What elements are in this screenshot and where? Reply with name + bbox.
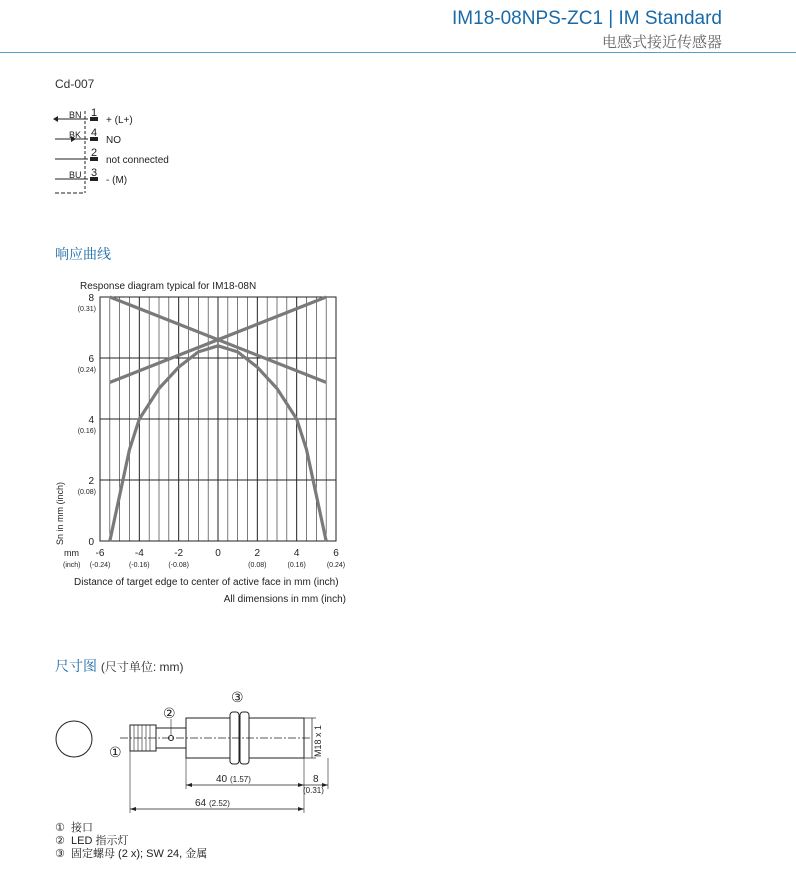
wire-function: NO (106, 135, 121, 146)
response-section-title: 响应曲线 (55, 246, 111, 262)
y-tick-label: 6 (88, 354, 94, 365)
y-axis-label: Sn in mm (inch) (55, 481, 65, 545)
wire-color-label: BN (69, 110, 82, 120)
dim-40-value: 40 (216, 774, 228, 785)
y-tick-label: 2 (88, 476, 94, 487)
dim-64-value: 64 (195, 798, 207, 809)
dimension-unit: (尺寸单位: mm) (100, 660, 184, 674)
legend-text: 接口 (71, 822, 93, 834)
dim-8-value: 8 (313, 774, 319, 785)
dimension-drawing (50, 685, 340, 820)
x-tick-label: 2 (254, 548, 261, 559)
wire-color-label: BU (69, 170, 82, 180)
callout-connector: ① (109, 744, 122, 760)
connection-diagram (50, 105, 190, 200)
x-tick-label: 0 (215, 548, 221, 559)
pin-number: 1 (91, 107, 98, 119)
x-unit-inch: (inch) (63, 562, 81, 569)
x-tick-inch-label: (-0.08) (168, 562, 189, 569)
legend-item (55, 845, 207, 861)
x-tick-label: 4 (293, 548, 300, 559)
dimensions-note: All dimensions in mm (inch) (223, 594, 346, 605)
x-tick-inch-label: (0.16) (287, 562, 306, 569)
legend-text: LED 指示灯 (71, 835, 129, 847)
legend-num: ② (55, 835, 65, 847)
wire-color-label: BK (69, 130, 82, 140)
thread-label: M18 x 1 (313, 724, 323, 757)
dimension-section-title (55, 656, 184, 676)
y-tick-label: 8 (88, 293, 94, 304)
x-tick-inch-label: (-0.16) (129, 562, 150, 569)
response-chart (50, 275, 360, 610)
legend-text: 固定螺母 (2 x); SW 24, 金属 (71, 848, 208, 860)
dimension-title-text: 尺寸图 (55, 658, 97, 674)
legend-num: ① (55, 822, 65, 834)
pin-number: 2 (91, 147, 98, 159)
y-tick-inch-label: (0.24) (77, 367, 96, 374)
document-title: IM18-08NPS-ZC1 | IM Standard (452, 8, 722, 29)
x-tick-label: -6 (95, 548, 105, 559)
dim-8-inch: (0.31) (303, 786, 324, 795)
x-tick-label: -2 (174, 548, 184, 559)
y-tick-label: 4 (88, 415, 94, 426)
x-tick-label: 6 (333, 548, 339, 559)
callout-led: ② (163, 705, 176, 721)
x-axis-label: Distance of target edge to center of active face in mm (inch) (74, 577, 339, 588)
document-subtitle: 电感式接近传感器 (601, 34, 722, 51)
sensor-front-view (56, 721, 92, 757)
x-tick-label: -4 (134, 548, 144, 559)
wire-bn-arrow (53, 116, 58, 122)
wire-function: - (M) (106, 175, 128, 186)
chart-grid (100, 297, 336, 541)
dim-64-inch: (2.52) (209, 799, 230, 808)
y-tick-inch-label: (0.08) (77, 489, 96, 496)
chart-title: Response diagram typical for IM18-08N (80, 281, 257, 292)
header-divider (0, 52, 796, 53)
dim-40-inch: (1.57) (230, 775, 251, 784)
wire-function: not connected (106, 155, 169, 166)
connection-code: Cd-007 (55, 77, 95, 91)
legend-num: ③ (55, 848, 65, 860)
chart-ticks (78, 293, 345, 569)
x-unit-mm: mm (64, 548, 79, 558)
wire-function: + (L+) (106, 115, 133, 126)
callout-nut: ③ (231, 689, 244, 705)
x-tick-inch-label: (0.24) (326, 562, 346, 569)
pin-number: 4 (91, 127, 98, 139)
y-tick-label: 0 (88, 537, 94, 548)
x-tick-inch-label: (-0.24) (89, 562, 111, 569)
y-tick-inch-label: (0.16) (77, 428, 96, 435)
y-tick-inch-label: (0.31) (77, 306, 96, 313)
x-tick-inch-label: (0.08) (248, 562, 267, 569)
pin-number: 3 (91, 167, 98, 179)
